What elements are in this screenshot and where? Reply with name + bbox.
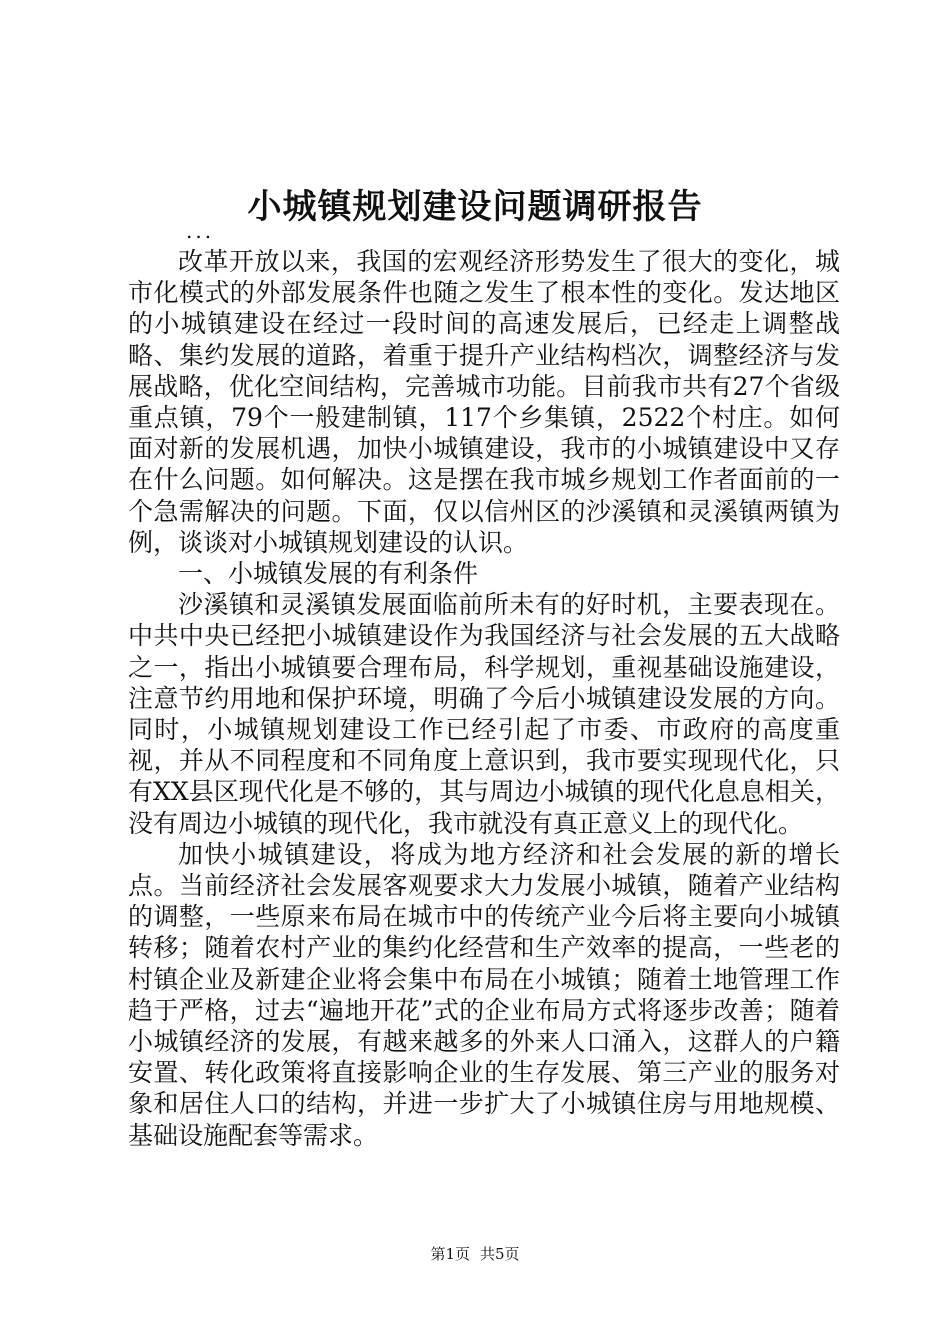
page-number: 第1页 <box>430 1245 470 1263</box>
page-footer <box>0 1244 950 1264</box>
page-total: 共5页 <box>480 1245 520 1263</box>
paragraph-intro: 改革开放以来，我国的宏观经济形势发生了很大的变化，城市化模式的外部发展条件也随之发生了根本性的变化。发达地区的小城镇建设在经过一段时间的高速发展后，已经走上调整战略、集约发展的道路，着重于提升产业结构档次，调整经济与发展战略，优化空间结构，完善城市功能。目前我市共有27个省级重点镇，79个一般建制镇，117个乡集镇，2522个村庄。如何面对新的发展机遇，加快小城镇建设，我市的小城镇建设中又存在什么问题。如何解决。这是摆在我市城乡规划工作者面前的一个急需解决的问题。下面，仅以信州区的沙溪镇和灵溪镇两镇为例，谈谈对小城镇规划建设的认识。 <box>128 247 840 557</box>
ellipsis-mark: ... <box>186 219 215 243</box>
section-heading: 一、小城镇发展的有利条件 <box>178 559 479 589</box>
paragraph-conditions: 沙溪镇和灵溪镇发展面临前所未有的好时机，主要表现在。中共中央已经把小城镇建设作为我国经济与社会发展的五大战略之一，指出小城镇要合理布局，科学规划，重视基础设施建设，注意节约用地和保护环境，明确了今后小城镇建设发展的方向。同时，小城镇规划建设工作已经引起了市委、市政府的高度重视，并从不同程度和不同角度上意识到，我市要实现现代化，只有XX县区现代化是不够的，其与周边小城镇的现代化息息相关，没有周边小城镇的现代化，我市就没有真正意义上的现代化。 <box>128 590 840 838</box>
document-title: 小城镇规划建设问题调研报告 <box>247 187 703 227</box>
document-body <box>128 246 840 1151</box>
paragraph-growth: 加快小城镇建设，将成为地方经济和社会发展的新的增长点。当前经济社会发展客观要求大力发展小城镇，随着产业结构的调整，一些原来布局在城市中的传统产业今后将主要向小城镇转移；随着农村产业的集约化经营和生产效率的提高，一些老的村镇企业及新建企业将会集中布局在小城镇；随着土地管理工作趋于严格，过去“遍地开花”式的企业布局方式将逐步改善；随着小城镇经济的发展，有越来越多的外来人口涌入，这群人的户籍安置、转化政策将直接影响企业的生存发展、第三产业的服务对象和居住人口的结构，并进一步扩大了小城镇住房与用地规模、基础设施配套等需求。 <box>128 839 840 1150</box>
